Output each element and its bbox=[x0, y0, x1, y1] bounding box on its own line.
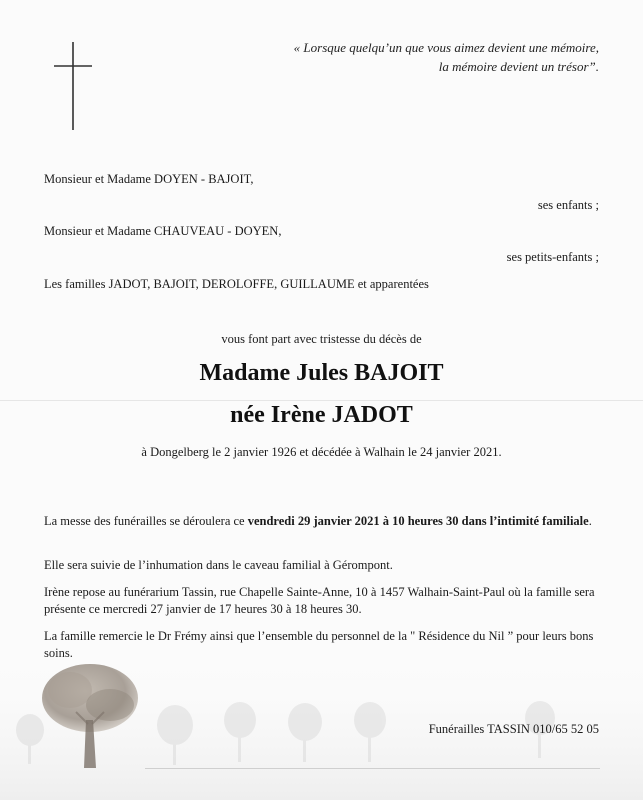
burial-paragraph: Elle sera suivie de l’inhumation dans le caveau familial à Gérompont. bbox=[44, 558, 393, 572]
announcement: vous font part avec tristesse du décès de bbox=[221, 332, 422, 346]
birth-death-dates: à Dongelberg le 2 janvier 1926 et décédée à Walhain le 24 janvier 2021. bbox=[141, 445, 502, 459]
quote bbox=[179, 38, 599, 76]
mass-prefix: La messe des funérailles se déroulera ce bbox=[44, 514, 248, 528]
deceased-maiden-name: née Irène JADOT bbox=[230, 402, 413, 428]
visitation-paragraph: Irène repose au funérarium Tassin, rue Chapelle Sainte-Anne, 10 à 1457 Walhain-Saint-Paul où la famille sera présente ce mercredi 27 janvier de 17 heures 30 à 18 heures 30. bbox=[44, 585, 595, 616]
families-line: Les familles JADOT, BAJOIT, DEROLOFFE, GUILLAUME et apparentées bbox=[44, 277, 429, 291]
grandchildren-names: Monsieur et Madame CHAUVEAU - DOYEN, bbox=[44, 224, 282, 238]
footer-divider bbox=[145, 768, 600, 769]
grandchildren-label: ses petits-enfants ; bbox=[506, 250, 599, 264]
funeral-home: Funérailles TASSIN 010/65 52 05 bbox=[428, 722, 599, 736]
mass-suffix: . bbox=[588, 514, 592, 528]
mass-details: vendredi 29 janvier 2021 à 10 heures 30 dans l’intimité familiale bbox=[247, 514, 589, 528]
children-names: Monsieur et Madame DOYEN - BAJOIT, bbox=[44, 172, 254, 186]
children-label: ses enfants ; bbox=[537, 198, 599, 212]
quote-line-1: « Lorsque quelqu’un que vous aimez devient une mémoire, bbox=[293, 40, 599, 55]
cross-icon bbox=[52, 42, 94, 130]
deceased-name: Madame Jules BAJOIT bbox=[199, 360, 444, 386]
quote-line-2: la mémoire devient un trésor”. bbox=[438, 59, 599, 74]
thanks-paragraph: La famille remercie le Dr Frémy ainsi que l’ensemble du personnel de la " Résidence du Nil ” pour leurs bons bbox=[44, 629, 594, 643]
mass-paragraph bbox=[44, 513, 604, 530]
